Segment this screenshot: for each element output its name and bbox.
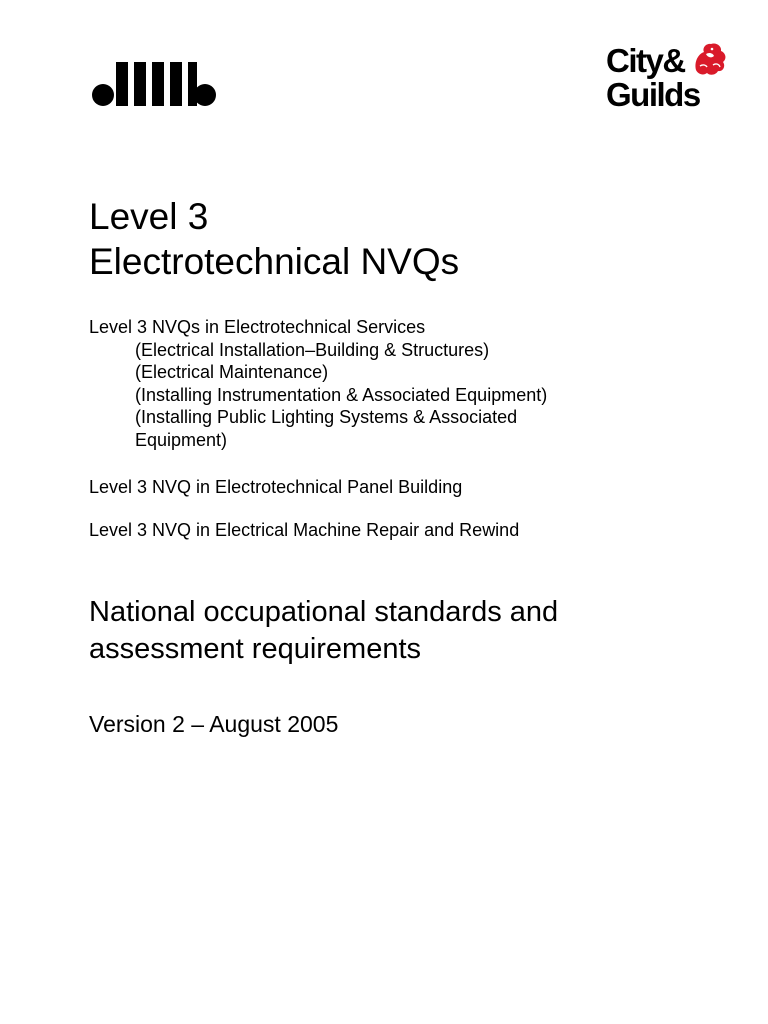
services-item: (Electrical Installation–Building & Structures) (135, 339, 490, 360)
lion-icon (692, 40, 728, 78)
services-list (89, 339, 547, 452)
document-title (89, 194, 459, 284)
version-text: Version 2 – August 2005 (89, 711, 339, 737)
title-line-1: Level 3 (89, 196, 209, 237)
services-item: (Installing Public Lighting Systems & Associated (135, 407, 518, 427)
panel-building-qualification: Level 3 NVQ in Electrotechnical Panel Building (89, 477, 463, 497)
services-item: Equipment) (135, 429, 228, 450)
standards-heading (89, 594, 558, 668)
title-line-2: Electrotechnical NVQs (89, 241, 460, 282)
standards-line-1: National occupational standards and (89, 596, 559, 628)
standards-line-2: assessment requirements (89, 633, 422, 665)
city-and-guilds-logo (606, 40, 732, 120)
jtl-logo (90, 60, 216, 108)
jtl-logo-icon (90, 60, 216, 108)
services-item: (Installing Instrumentation & Associated Equipment) (135, 384, 548, 405)
services-item: (Electrical Maintenance) (135, 362, 329, 382)
logo-line-city: City& (606, 42, 685, 79)
logo-line-guilds: Guilds (606, 76, 700, 113)
services-block (89, 316, 547, 451)
machine-repair-qualification: Level 3 NVQ in Electrical Machine Repair and Rewind (89, 520, 520, 540)
services-heading: Level 3 NVQs in Electrotechnical Services (89, 317, 426, 337)
